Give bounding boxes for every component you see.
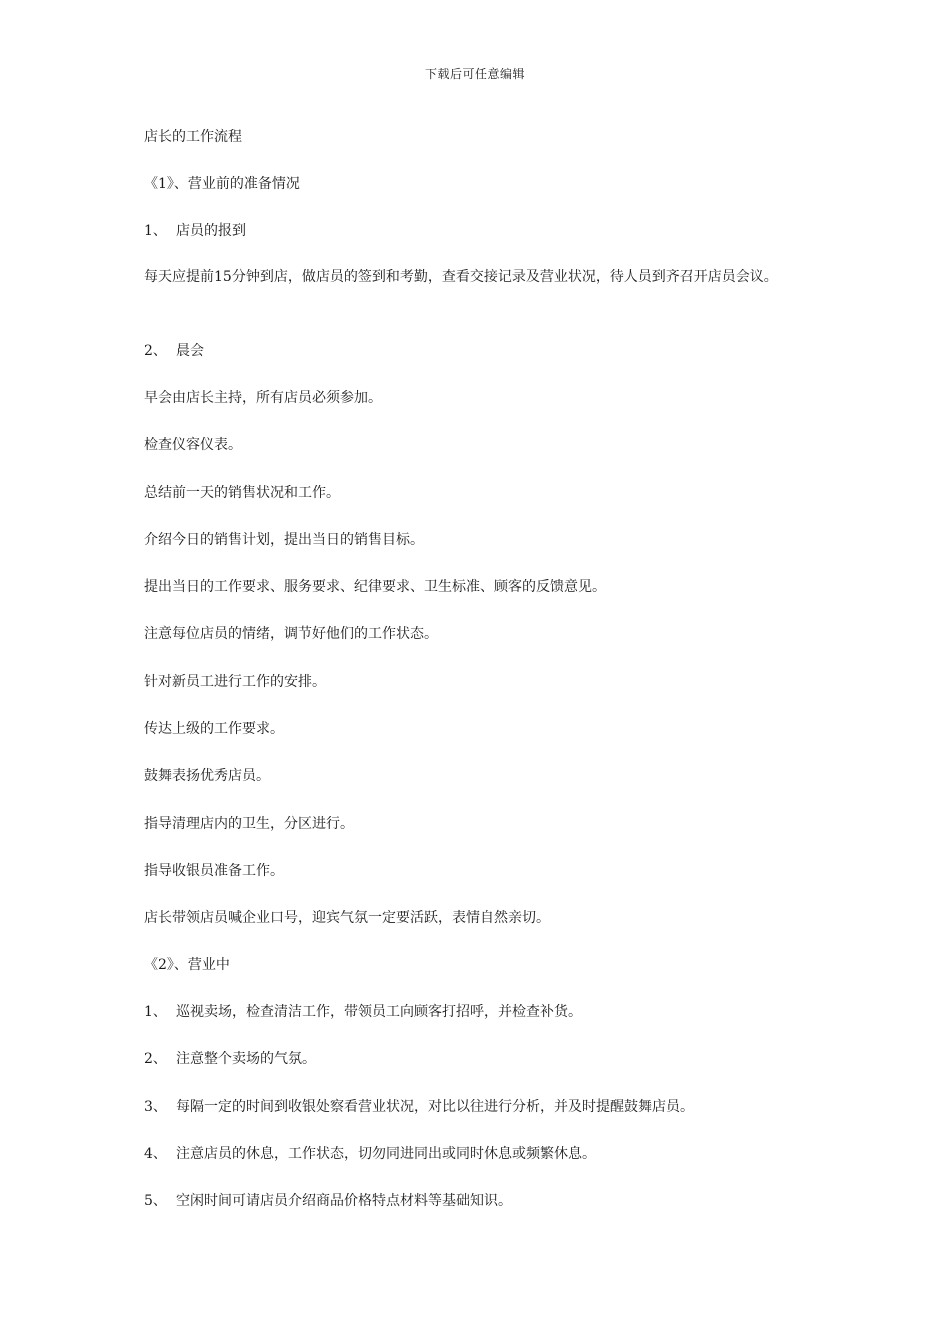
paragraph: 指导清理店内的卫生，分区进行。 bbox=[144, 816, 354, 832]
page-header: 下载后可任意编辑 bbox=[424, 67, 525, 81]
item-text: 店员的报到 bbox=[176, 223, 246, 239]
item-number: 2、 bbox=[144, 1051, 167, 1067]
paragraph: 针对新员工进行工作的安排。 bbox=[144, 674, 326, 690]
paragraph: 提出当日的工作要求、服务要求、纪律要求、卫生标准、顾客的反馈意见。 bbox=[144, 579, 606, 595]
section2-item bbox=[144, 1098, 694, 1116]
paragraph: 指导收银员准备工作。 bbox=[144, 863, 284, 879]
section1-item1-body: 每天应提前15分钟到店，做店员的签到和考勤，查看交接记录及营业状况，待人员到齐召开店员会议。 bbox=[144, 269, 778, 285]
paragraph: 检查仪容仪表。 bbox=[144, 437, 242, 453]
document-title: 店长的工作流程 bbox=[144, 129, 242, 145]
item-text: 晨会 bbox=[176, 343, 204, 359]
item-text: 空闲时间可请店员介绍商品价格特点材料等基础知识。 bbox=[176, 1193, 512, 1209]
item-number: 5、 bbox=[144, 1193, 167, 1209]
paragraph: 早会由店长主持，所有店员必须参加。 bbox=[144, 390, 382, 406]
section1-item1 bbox=[144, 222, 246, 240]
item-number: 1、 bbox=[144, 1004, 167, 1020]
item-text: 注意店员的休息，工作状态，切勿同进同出或同时休息或频繁休息。 bbox=[176, 1146, 596, 1162]
paragraph: 注意每位店员的情绪，调节好他们的工作状态。 bbox=[144, 626, 438, 642]
section1-heading: 《1》、营业前的准备情况 bbox=[144, 176, 300, 192]
item-number: 3、 bbox=[144, 1099, 167, 1115]
item-text: 巡视卖场，检查清洁工作，带领员工向顾客打招呼，并检查补货。 bbox=[176, 1004, 582, 1020]
section2-item bbox=[144, 1192, 512, 1210]
item-number: 4、 bbox=[144, 1146, 167, 1162]
section2-heading: 《2》、营业中 bbox=[144, 957, 230, 973]
paragraph: 介绍今日的销售计划，提出当日的销售目标。 bbox=[144, 532, 424, 548]
paragraph: 店长带领店员喊企业口号，迎宾气氛一定要活跃，表情自然亲切。 bbox=[144, 910, 550, 926]
section2-item bbox=[144, 1003, 582, 1021]
section1-item2 bbox=[144, 342, 204, 360]
item-text: 注意整个卖场的气氛。 bbox=[176, 1051, 316, 1067]
paragraph: 鼓舞表扬优秀店员。 bbox=[144, 768, 270, 784]
section2-item bbox=[144, 1050, 316, 1068]
paragraph: 传达上级的工作要求。 bbox=[144, 721, 284, 737]
section2-item bbox=[144, 1145, 596, 1163]
item-number: 1、 bbox=[144, 223, 167, 239]
item-number: 2、 bbox=[144, 343, 167, 359]
paragraph: 总结前一天的销售状况和工作。 bbox=[144, 485, 340, 501]
item-text: 每隔一定的时间到收银处察看营业状况，对比以往进行分析，并及时提醒鼓舞店员。 bbox=[176, 1099, 694, 1115]
